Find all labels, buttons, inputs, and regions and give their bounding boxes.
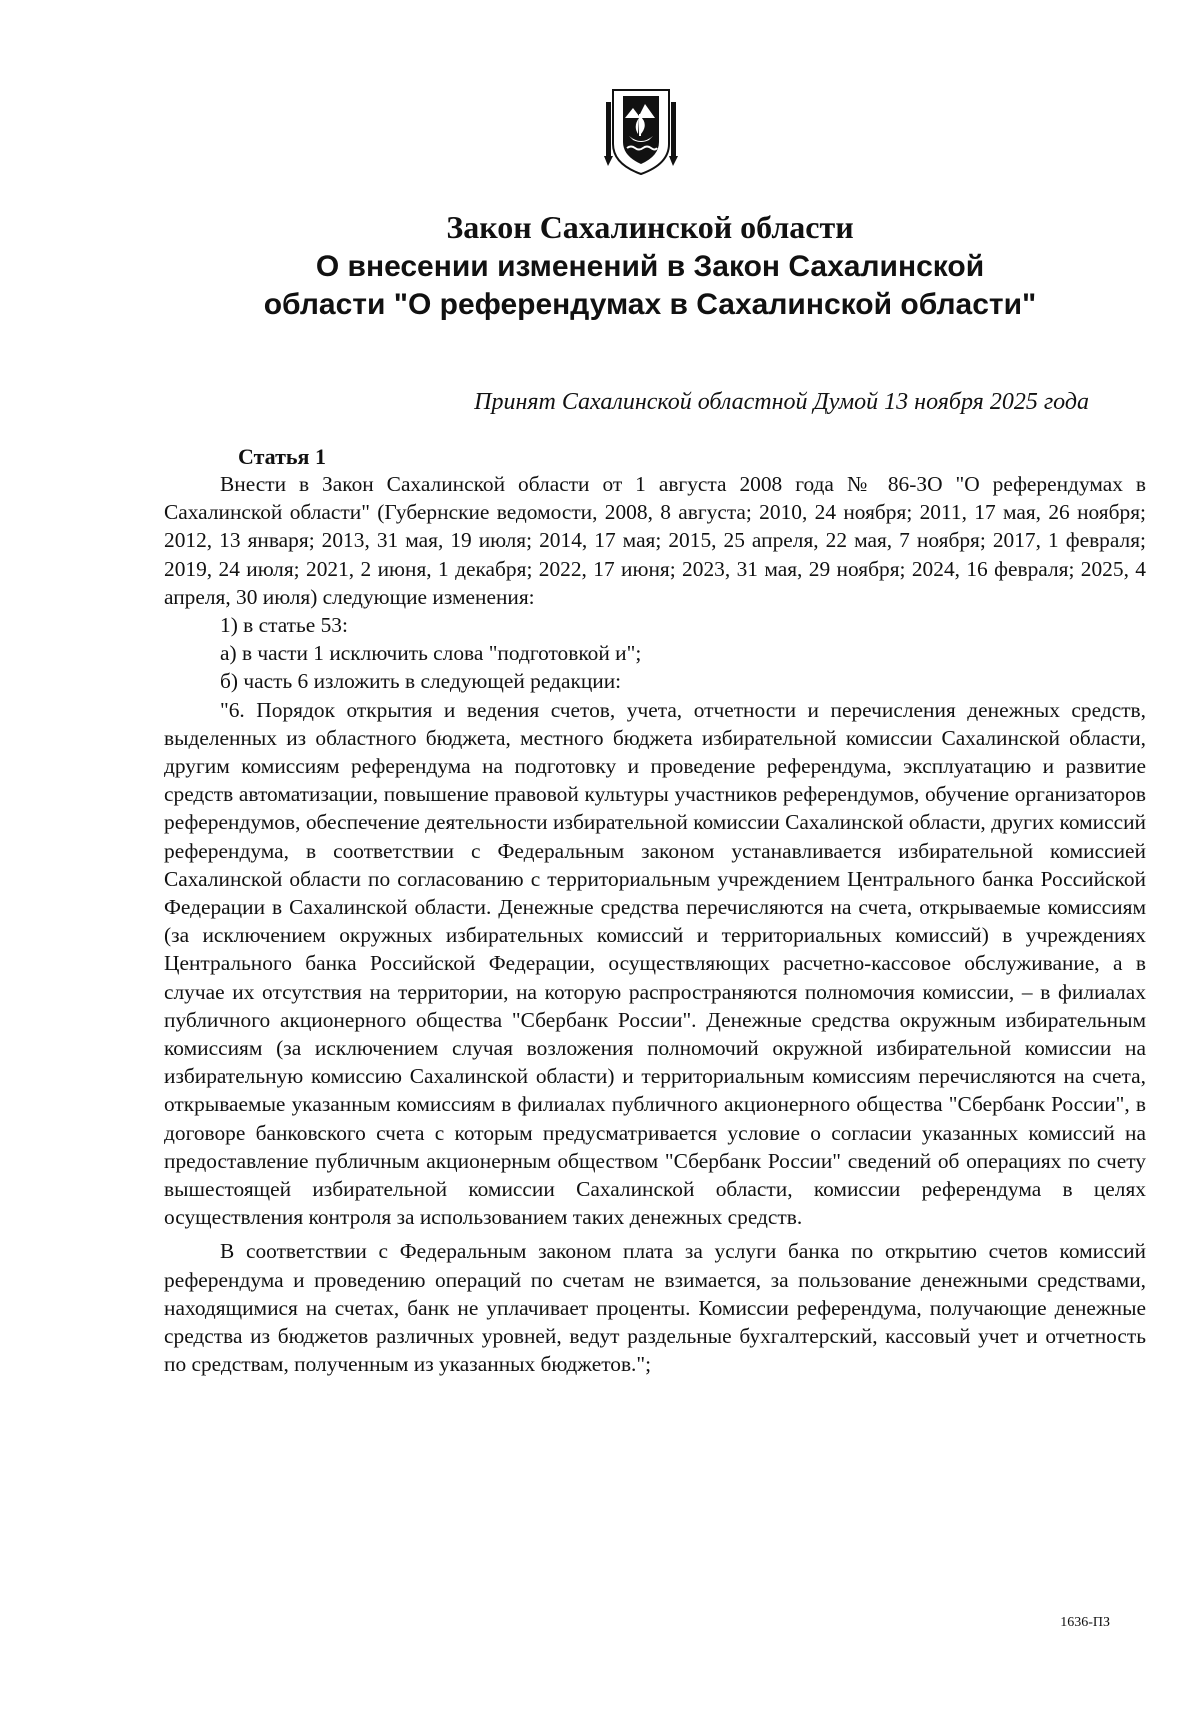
article-intro: Внести в Закон Сахалинской области от 1 августа 2008 года № 86-ЗО "О референдумах в Сахалинской области" (Губернские ведомости, 2008, 8 августа; 2010, 24 ноября; 2011, 17 мая, 26 ноября; 2012, 13 января; 2013, 31 мая, 19 июля; 2014, 17 мая; 2015, 25 апреля, 22 мая, 7 ноября; 2017, 1 февраля; 2019, 24 июля; 2021, 2 июня, 1 декабря; 2022, 17 июня; 2023, 31 мая, 29 ноября; 2024, 16 февраля; 2025, 4 апреля, 30 июля) следующие изменения: xyxy=(164,472,1146,609)
article-heading: Статья 1 xyxy=(238,444,326,469)
adoption-note: Принят Сахалинской областной Думой 13 ноября 2025 года xyxy=(474,389,1089,415)
title-line-1: Закон Сахалинской области xyxy=(446,209,854,245)
quoted-paragraph-2: В соответствии с Федеральным законом плата за услуги банка по открытию счетов комиссий референдума и проведению операций по счетам не взимается, за пользование денежными средствами, находящимися на счетах, банк не уплачивает проценты. Комиссии референдума, получающие денежные средства из бюджетов различных уровней, ведут раздельные бухгалтерский, кассовый учет и отчетность по средствам, полученным из указанных бюджетов."; xyxy=(164,1239,1146,1377)
document-title xyxy=(150,208,1150,324)
quoted-paragraph-1: "6. Порядок открытия и ведения счетов, учета, отчетности и перечисления денежных средств, выделенных из областного бюджета, местного бюджета избирательной комиссии Сахалинской области, другим комиссиям референдума на подготовку и проведение референдума, эксплуатацию и развитие средств автоматизации, повышение правовой культуры участников референдумов, обучение организаторов референдумов, обеспечение деятельности избирательной комиссии Сахалинской области, других комиссий референдума, в соответствии с Федеральным законом устанавливается избирательной комиссией Сахалинской области по согласованию с территориальным учреждением Центрального банка Российской Федерации в Сахалинской области. Денежные средства перечисляются на счета, открываемые комиссиям (за исключением окружных избирательных комиссий и территориальных комиссий) в учреждениях Центрального банка Российской Федерации, осуществляющих расчетно-кассовое обслуживание, а в случае их отсутствия на территории, на которую распространяются полномочия комиссии, – в филиалах публичного акционерного общества "Сбербанк России". Денежные средства окружным избирательным комиссиям (за исключением случая возложения полномочий окружной избирательной комиссии на избирательную комиссию Сахалинской области) и территориальным комиссиям перечисляются на счета, открываемые указанным комиссиям в филиалах публичного акционерного общества "Сбербанк России", в договоре банковского счета с которым предусматривается условие о согласии указанных комиссий на предоставление публичным акционерным обществом "Сбербанк России" сведений об операциях по счету вышестоящей избирательной комиссии Сахалинской области, комиссии референдума в целях осуществления контроля за использованием таких денежных средств. xyxy=(164,697,1146,1230)
title-line-3: области "О референдумах в Сахалинской области" xyxy=(263,288,1037,321)
list-item-1b: б) часть 6 изложить в следующей редакции: xyxy=(220,669,622,694)
list-item-1: 1) в статье 53: xyxy=(220,613,348,638)
title-line-2: О внесении изменений в Закон Сахалинской xyxy=(315,250,985,283)
sakhalin-coat-of-arms-icon xyxy=(603,88,679,176)
list-item-1a: а) в части 1 исключить слова "подготовкой и"; xyxy=(220,641,642,666)
document-code: 1636-ПЗ xyxy=(1060,1615,1110,1630)
article-body xyxy=(164,470,1146,1379)
